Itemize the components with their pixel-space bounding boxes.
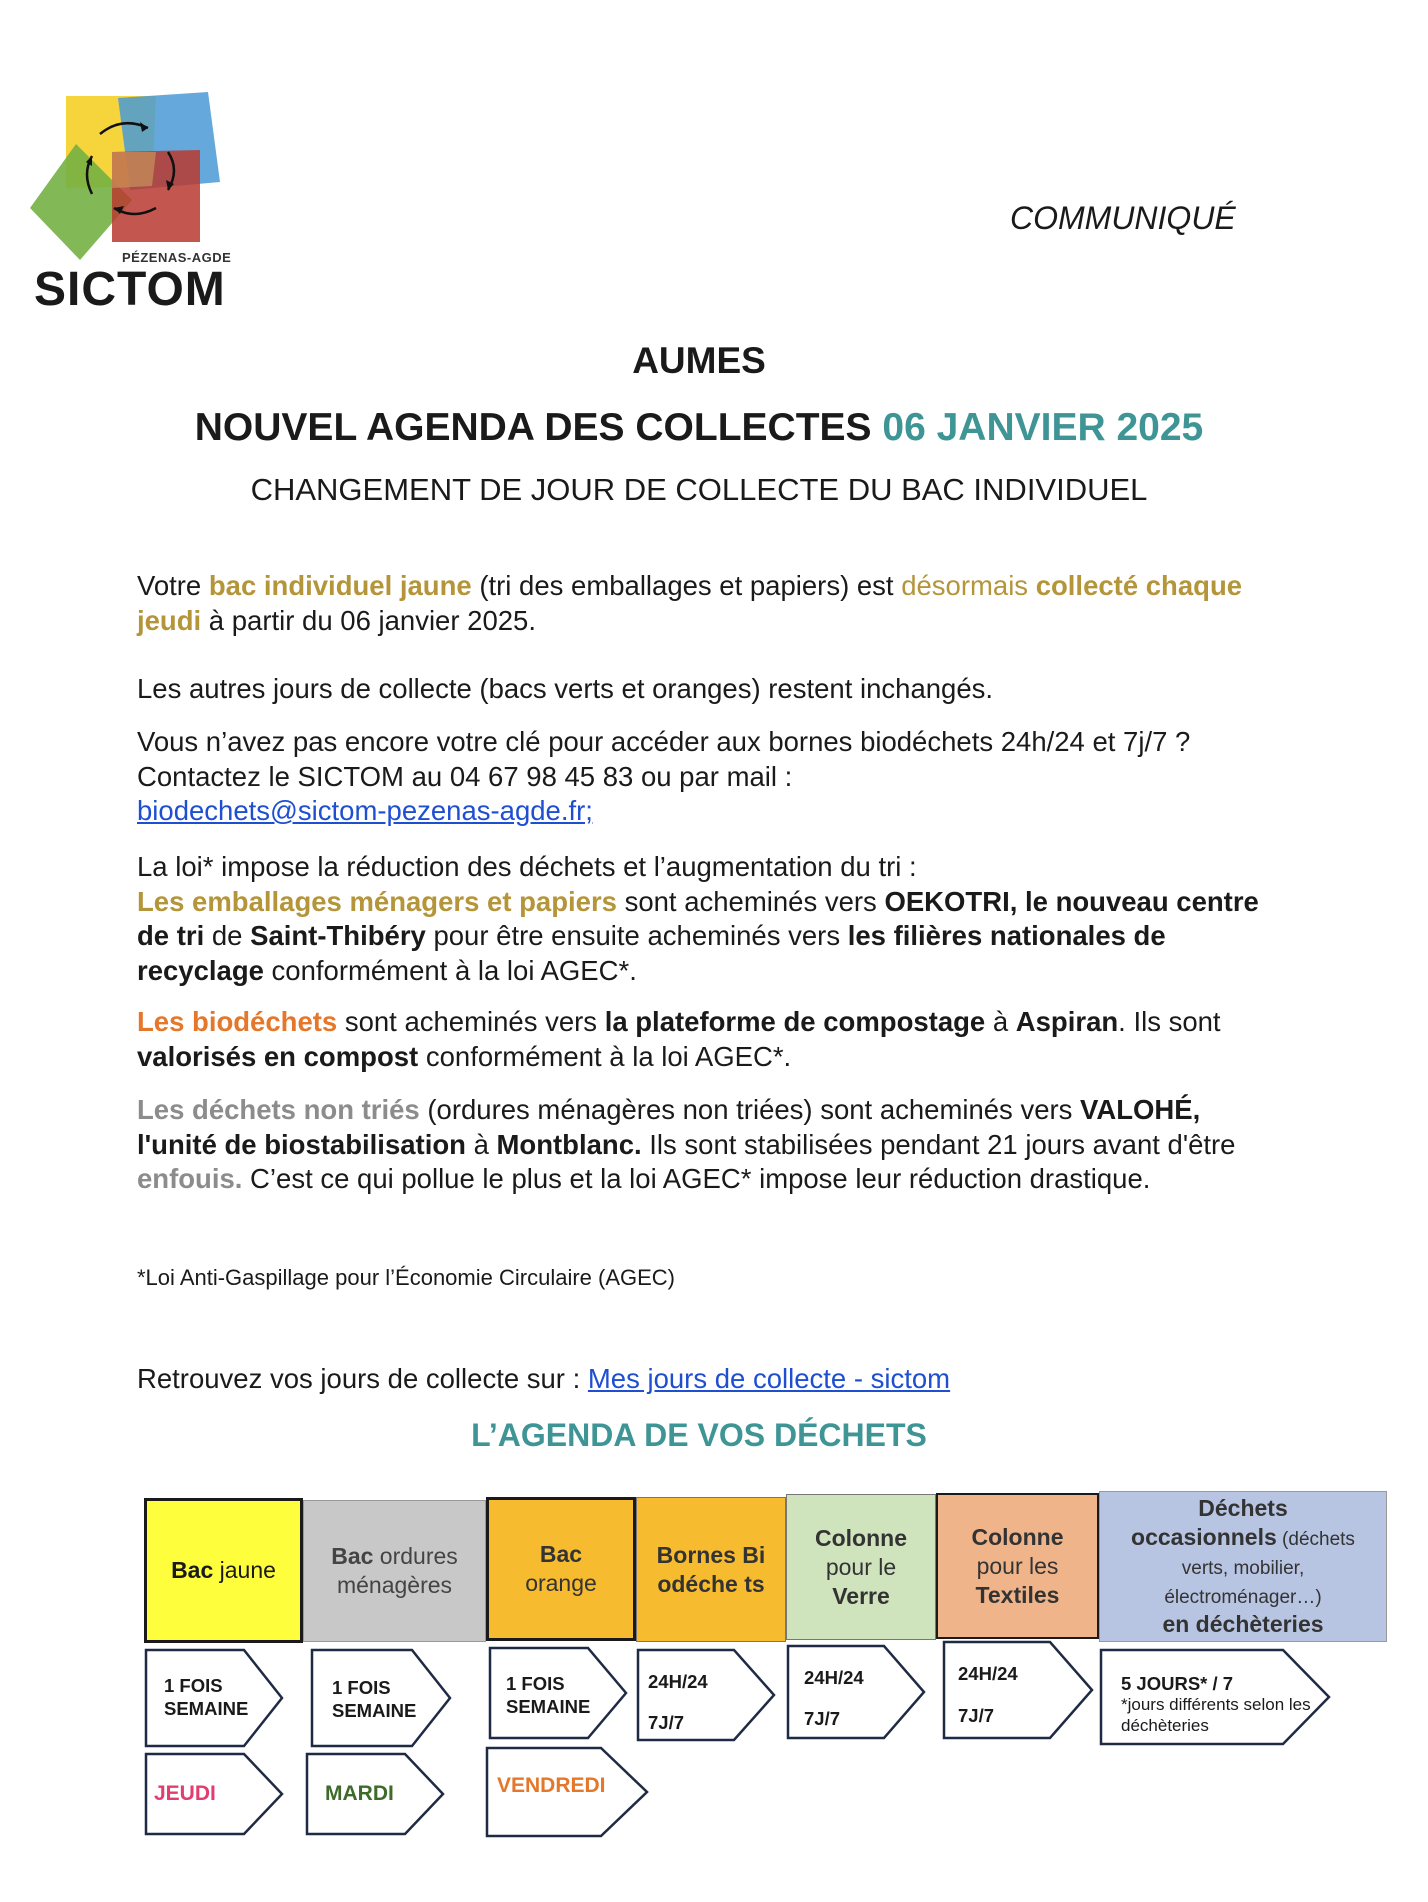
p6-bold: VALOHÉ, l'unité de biostabilisation xyxy=(137,1094,1201,1160)
p1-text: (tri des emballages et papiers) est xyxy=(471,570,902,601)
p1-highlight: collecté chaque jeudi xyxy=(137,570,1243,636)
p3-text: Vous n’avez pas encore votre clé pour accéder aux bornes biodéchets 24h/24 et 7j/7 ? Contactez le SICTOM au 04 67 98 45 83 ou par mail : xyxy=(137,726,1191,792)
p5-bold: valorisés en compost xyxy=(137,1040,419,1072)
p6-bold: Montblanc. xyxy=(496,1128,642,1160)
header-verre xyxy=(786,1494,936,1640)
p1-highlight: désormais xyxy=(901,570,1029,601)
p4-text: sont acheminés vers xyxy=(616,885,885,917)
day-arrow-jaune xyxy=(144,1752,284,1836)
p1-text: Votre xyxy=(137,570,209,601)
header-bac-jaune-text: jaune xyxy=(213,1557,276,1583)
p5-bold: la plateforme de compostage xyxy=(604,1006,986,1037)
freq-line2: 7J/7 xyxy=(804,1708,841,1729)
header-textiles-bold: Textiles xyxy=(975,1581,1060,1608)
paragraph-non-tries xyxy=(137,1093,1277,1197)
header-textiles-bold: Colonne xyxy=(971,1523,1064,1550)
p5-text: . Ils sont xyxy=(1118,1006,1221,1037)
p4-highlight: Les emballages ménagers et papiers xyxy=(137,885,617,917)
p5-text: à xyxy=(985,1006,1016,1037)
paragraph-cle-biodechets xyxy=(137,725,1277,829)
header-bac-orange xyxy=(486,1497,636,1641)
p4-text: conformément à la loi AGEC*. xyxy=(263,954,637,986)
p6-text: à xyxy=(465,1128,497,1160)
freq-line1: 5 JOURS* / 7 xyxy=(1121,1673,1234,1694)
sictom-logo xyxy=(30,90,230,320)
p5-bold: Aspiran xyxy=(1015,1006,1119,1037)
freq-arrow-orange xyxy=(488,1646,628,1740)
sictom-logo-graphic xyxy=(30,90,230,270)
freq-line1: 1 FOIS xyxy=(332,1677,391,1698)
freq-line2: SEMAINE xyxy=(164,1698,249,1719)
header-bornes xyxy=(636,1497,786,1642)
footnote-agec: *Loi Anti-Gaspillage pour l’Économie Circulaire (AGEC) xyxy=(137,1265,676,1290)
header-decheteries xyxy=(1099,1491,1387,1642)
day-arrow-orange xyxy=(485,1746,649,1838)
header-verre-text: pour le xyxy=(825,1553,897,1580)
email-link[interactable]: biodechets@sictom-pezenas-agde.fr; xyxy=(137,795,593,826)
freq-arrow-verre xyxy=(786,1644,926,1740)
freq-line2: 7J/7 xyxy=(648,1712,685,1733)
freq-line1: 24H/24 xyxy=(648,1671,708,1692)
freq-line2: 7J/7 xyxy=(958,1705,995,1726)
freq-line1: 24H/24 xyxy=(958,1663,1018,1684)
freq-line1: 1 FOIS xyxy=(164,1675,223,1696)
header-bac-orange-bold: Bac xyxy=(539,1541,583,1567)
header-verre-bold: Colonne xyxy=(815,1524,907,1551)
p6-highlight: Les déchets non triés xyxy=(137,1094,420,1125)
p4-text: pour être ensuite acheminés vers xyxy=(425,920,848,951)
freq-arrow-om xyxy=(310,1648,452,1748)
header-verre-bold: Verre xyxy=(832,1582,890,1609)
p5-highlight: Les biodéchets xyxy=(137,1006,338,1037)
header-decheteries-text: (déchets verts, mobilier, électroménager…) xyxy=(1164,1529,1355,1608)
logo-name: SICTOM xyxy=(34,263,226,316)
freq-line2: SEMAINE xyxy=(506,1696,591,1717)
freq-arrow-decheteries xyxy=(1099,1648,1331,1746)
header-bornes-text: Bornes Biodéche ts xyxy=(656,1541,766,1597)
subtitle: CHANGEMENT DE JOUR DE COLLECTE DU BAC INDIVIDUEL xyxy=(250,472,1148,507)
collection-days-link[interactable]: Mes jours de collecte - sictom xyxy=(587,1363,951,1394)
freq-line2: *jours différents selon les déchèteries xyxy=(1121,1695,1311,1735)
freq-line1: 1 FOIS xyxy=(506,1673,565,1694)
header-textiles xyxy=(936,1493,1099,1639)
paragraph-emballages xyxy=(137,850,1277,988)
retrouvez-line xyxy=(137,1362,1277,1397)
freq-arrow-textiles xyxy=(942,1640,1094,1740)
header-bac-om-text: ordures ménagères xyxy=(336,1543,458,1598)
day-mardi: MARDI xyxy=(325,1782,394,1805)
paragraph-biodechets xyxy=(137,1005,1277,1074)
header-decheteries-bold: occasionnels xyxy=(1131,1524,1277,1550)
title-main-text: NOUVEL AGENDA DES COLLECTES xyxy=(194,406,872,449)
p4-bold: les filières nationales de recyclage xyxy=(137,920,1166,986)
header-bac-jaune xyxy=(144,1498,303,1643)
p1-text xyxy=(1028,570,1036,601)
logo-subtitle: PÉZENAS-AGDE xyxy=(122,250,232,265)
title-place: AUMES xyxy=(632,340,766,381)
freq-arrow-jaune xyxy=(144,1648,284,1748)
freq-arrow-bornes xyxy=(636,1648,776,1742)
header-decheteries-bold: en déchèteries xyxy=(1162,1611,1324,1637)
p5-text: conformément à la loi AGEC*. xyxy=(418,1040,792,1072)
communique-label: COMMUNIQUÉ xyxy=(1010,200,1236,236)
header-textiles-text: pour les xyxy=(976,1552,1059,1579)
paragraph-autres-jours: Les autres jours de collecte (bacs verts et oranges) restent inchangés. xyxy=(137,673,994,704)
day-arrow-om xyxy=(305,1752,445,1836)
freq-line1: 24H/24 xyxy=(804,1667,864,1688)
header-bac-orange-text: orange xyxy=(525,1570,597,1596)
p6-text: C’est ce qui pollue le plus et la loi AGEC* impose leur réduction drastique. xyxy=(242,1163,1151,1194)
header-bac-om xyxy=(303,1500,486,1642)
header-bac-om-bold: Bac xyxy=(331,1543,374,1569)
retrouvez-text: Retrouvez vos jours de collecte sur : xyxy=(137,1363,588,1394)
p6-text: (ordures ménagères non triées) sont acheminés vers xyxy=(419,1094,1081,1125)
header-bac-jaune-bold: Bac xyxy=(171,1557,214,1583)
header-decheteries-bold: Déchets xyxy=(1198,1495,1288,1521)
p1-text: à partir du 06 janvier 2025. xyxy=(201,604,536,636)
day-vendredi: VENDREDI xyxy=(497,1774,606,1797)
agenda-title: L’AGENDA DE VOS DÉCHETS xyxy=(471,1417,927,1453)
p4-bold: Saint-Thibéry xyxy=(250,920,426,951)
title-main xyxy=(0,406,1398,450)
freq-line2: SEMAINE xyxy=(332,1700,417,1721)
title-date: 06 JANVIER 2025 xyxy=(882,406,1204,449)
p4-text: de xyxy=(204,920,251,951)
paragraph-bac-jaune xyxy=(137,569,1277,638)
p6-text: Ils sont stabilisées pendant 21 jours avant d'être xyxy=(641,1128,1236,1160)
p5-text: sont acheminés vers xyxy=(337,1006,605,1037)
day-jeudi: JEUDI xyxy=(154,1782,216,1805)
p6-highlight: enfouis. xyxy=(137,1163,243,1194)
p1-highlight: bac individuel jaune xyxy=(208,570,472,601)
p4-text: La loi* impose la réduction des déchets et l’augmentation du tri : xyxy=(137,851,917,882)
p4-bold: OEKOTRI, le nouveau centre de tri xyxy=(137,885,1259,951)
